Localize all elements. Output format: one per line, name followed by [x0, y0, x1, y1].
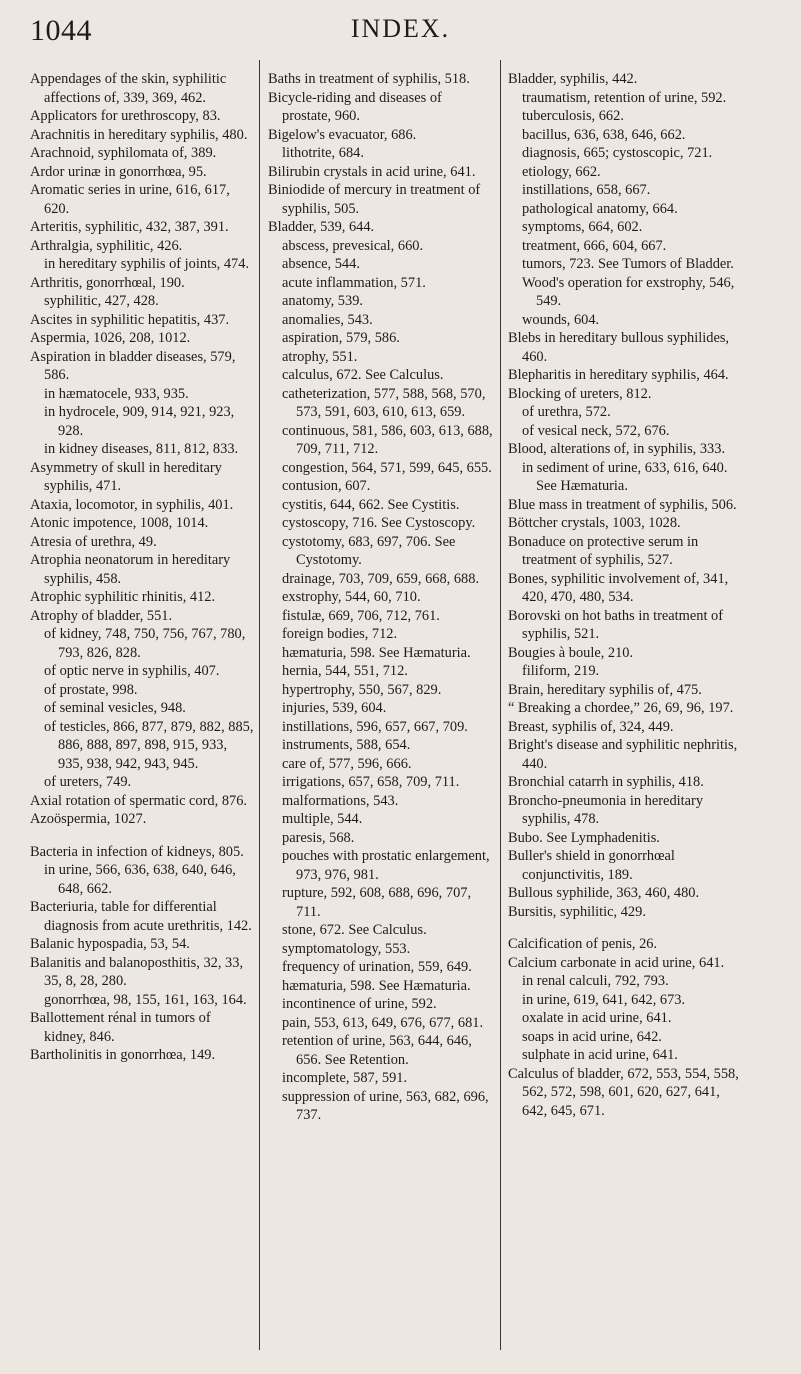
index-subentry: etiology, 662. [522, 163, 601, 180]
index-entry: Calcium carbonate in acid urine, 641. [508, 954, 725, 971]
index-subentry: syphilitic, 427, 428. [44, 293, 159, 309]
index-subentry: in sediment of urine, 633, 616, 640. See Hæmaturia. [522, 459, 728, 494]
index-subentry: in urine, 619, 641, 642, 673. [522, 991, 686, 1008]
index-subentry: filiform, 219. [522, 663, 600, 679]
index-subentry: aspiration, 579, 586. [282, 330, 400, 346]
index-subentry: fistulæ, 669, 706, 712, 761. [282, 607, 440, 624]
index-subentry: in hydrocele, 909, 914, 921, 923, 928. [44, 404, 235, 439]
index-subentry: gonorrhœa, 98, 155, 161, 163, 164. [44, 991, 247, 1008]
index-column-1 [30, 70, 254, 1065]
index-subentry: rupture, 592, 608, 688, 696, 707, 711. [282, 885, 472, 920]
section-gap [508, 921, 742, 935]
index-subentry: soaps in acid urine, 642. [522, 1028, 662, 1045]
index-subentry: incomplete, 587, 591. [282, 1070, 408, 1086]
index-subentry: catheterization, 577, 588, 568, 570, 573, 591, 603, 610, 613, 659. [282, 385, 486, 420]
index-entry: Atrophia neonatorum in hereditary syphilis, 458. [30, 552, 231, 587]
index-entry: Calcification of penis, 26. [508, 936, 658, 952]
index-entry: Aspermia, 1026, 208, 1012. [30, 330, 191, 346]
index-subentry: incontinence of urine, 592. [282, 996, 437, 1012]
index-entry: Appendages of the skin, syphilitic affections of, 339, 369, 462. [30, 71, 227, 106]
index-subentry: hypertrophy, 550, 567, 829. [282, 681, 442, 698]
index-subentry: wounds, 604. [522, 311, 600, 328]
index-subentry: in renal calculi, 792, 793. [522, 973, 669, 989]
index-subentry: exstrophy, 544, 60, 710. [282, 589, 421, 605]
section-gap [30, 829, 254, 843]
index-subentry: injuries, 539, 604. [282, 700, 387, 716]
index-entry: Bacteria in infection of kidneys, 805. [30, 843, 244, 860]
index-subentry: Wood's operation for exstrophy, 546, 549. [522, 274, 735, 309]
index-entry: Broncho-pneumonia in hereditary syphilis, 478. [508, 792, 704, 827]
index-subentry: anomalies, 543. [282, 311, 373, 328]
index-entry: Bougies à boule, 210. [508, 644, 634, 661]
index-entry: Bronchial catarrh in syphilis, 418. [508, 774, 704, 790]
index-entry: Arthritis, gonorrhœal, 190. [30, 274, 185, 291]
index-entry: Axial rotation of spermatic cord, 876. [30, 792, 247, 809]
column-divider [500, 60, 501, 1350]
index-subentry: calculus, 672. See Calculus. [282, 367, 444, 383]
index-entry: Bullous syphilide, 363, 460, 480. [508, 885, 700, 901]
index-subentry: irrigations, 657, 658, 709, 711. [282, 774, 460, 790]
index-subentry: retention of urine, 563, 644, 646, 656. See Retention. [282, 1033, 472, 1068]
index-subentry: contusion, 607. [282, 478, 371, 494]
index-subentry: congestion, 564, 571, 599, 645, 655. [282, 459, 492, 476]
index-subentry: tumors, 723. See Tumors of Bladder. [522, 256, 734, 272]
index-subentry: hæmaturia, 598. See Hæmaturia. [282, 644, 471, 661]
column-divider [259, 60, 260, 1350]
index-subentry: of optic nerve in syphilis, 407. [44, 663, 220, 679]
index-entry: Baths in treatment of syphilis, 518. [268, 71, 470, 87]
index-subentry: hernia, 544, 551, 712. [282, 663, 408, 679]
index-subentry: of ureters, 749. [44, 774, 132, 790]
index-entry: Arachnoid, syphilomata of, 389. [30, 145, 217, 161]
index-entry: Arthralgia, syphilitic, 426. [30, 237, 183, 254]
index-entry: Bigelow's evacuator, 686. [268, 126, 417, 143]
index-entry: Bladder, syphilis, 442. [508, 71, 638, 87]
index-entry: Blocking of ureters, 812. [508, 385, 652, 402]
index-entry: Bright's disease and syphilitic nephritis, 440. [508, 737, 738, 772]
index-entry: Applicators for urethroscopy, 83. [30, 108, 221, 124]
index-subentry: of seminal vesicles, 948. [44, 700, 186, 716]
index-entry: Bladder, 539, 644. [268, 219, 375, 235]
index-entry: Bicycle-riding and diseases of prostate, 960. [268, 89, 442, 124]
index-entry: Ataxia, locomotor, in syphilis, 401. [30, 496, 234, 513]
index-entry: Bones, syphilitic involvement of, 341, 420, 470, 480, 534. [508, 570, 729, 605]
index-subentry: in hæmatocele, 933, 935. [44, 385, 189, 402]
index-subentry: treatment, 666, 604, 667. [522, 237, 667, 254]
index-subentry: instillations, 596, 657, 667, 709. [282, 718, 468, 735]
index-entry: Arteritis, syphilitic, 432, 387, 391. [30, 219, 229, 235]
index-entry: Atonic impotence, 1008, 1014. [30, 515, 209, 531]
index-entry: Ascites in syphilitic hepatitis, 437. [30, 311, 230, 328]
index-entry: “ Breaking a chordee,” 26, 69, 96, 197. [508, 700, 734, 716]
index-subentry: pathological anatomy, 664. [522, 200, 678, 217]
index-subentry: care of, 577, 596, 666. [282, 755, 412, 772]
index-subentry: multiple, 544. [282, 811, 363, 827]
index-entry: Blue mass in treatment of syphilis, 506. [508, 496, 737, 513]
index-entry: Atrophic syphilitic rhinitis, 412. [30, 589, 216, 605]
index-column-3 [508, 70, 742, 1120]
index-entry: Biniodide of mercury in treatment of syphilis, 505. [268, 182, 481, 217]
index-subentry: pouches with prostatic enlargement, 973, 976, 981. [282, 848, 490, 883]
index-subentry: of kidney, 748, 750, 756, 767, 780, 793, 826, 828. [44, 626, 246, 661]
index-entry: Balanitis and balanoposthitis, 32, 33, 35, 8, 28, 280. [30, 954, 244, 989]
index-entry: Bilirubin crystals in acid urine, 641. [268, 163, 476, 180]
index-subentry: atrophy, 551. [282, 348, 358, 365]
index-subentry: oxalate in acid urine, 641. [522, 1010, 672, 1026]
index-entry: Azoöspermia, 1027. [30, 811, 147, 827]
index-subentry: traumatism, retention of urine, 592. [522, 89, 727, 106]
index-subentry: of urethra, 572. [522, 404, 611, 420]
index-entry: Brain, hereditary syphilis of, 475. [508, 681, 702, 698]
page-title: INDEX. [350, 14, 451, 43]
index-entry: Bacteriuria, table for differential diagnosis from acute urethritis, 142. [30, 899, 252, 934]
index-subentry: cystoscopy, 716. See Cystoscopy. [282, 515, 476, 531]
index-entry: Balanic hypospadia, 53, 54. [30, 936, 190, 952]
index-subentry: continuous, 581, 586, 603, 613, 688, 709, 711, 712. [282, 422, 493, 457]
index-entry: Blood, alterations of, in syphilis, 333. [508, 441, 726, 457]
index-subentry: diagnosis, 665; cystoscopic, 721. [522, 145, 713, 161]
index-entry: Buller's shield in gonorrhœal conjunctivitis, 189. [508, 848, 675, 883]
index-entry: Aspiration in bladder diseases, 579, 586. [30, 348, 236, 383]
index-subentry: paresis, 568. [282, 829, 355, 846]
page-number: 1044 [30, 14, 92, 47]
index-subentry: sulphate in acid urine, 641. [522, 1047, 678, 1063]
index-subentry: instruments, 588, 654. [282, 737, 411, 753]
index-entry: Arachnitis in hereditary syphilis, 480. [30, 126, 248, 143]
index-subentry: instillations, 658, 667. [522, 182, 651, 198]
index-subentry: lithotrite, 684. [282, 145, 364, 161]
index-subentry: frequency of urination, 559, 649. [282, 959, 472, 975]
index-subentry: hæmaturia, 598. See Hæmaturia. [282, 977, 471, 994]
index-entry: Ardor urinæ in gonorrhœa, 95. [30, 163, 207, 180]
index-subentry: drainage, 703, 709, 659, 668, 688. [282, 570, 480, 587]
index-entry: Atresia of urethra, 49. [30, 533, 157, 550]
index-entry: Aromatic series in urine, 616, 617, 620. [30, 182, 230, 217]
index-subentry: symptomatology, 553. [282, 940, 411, 957]
index-subentry: malformations, 543. [282, 792, 399, 809]
index-entry: Blepharitis in hereditary syphilis, 464. [508, 367, 729, 383]
index-subentry: suppression of urine, 563, 682, 696, 737. [282, 1088, 489, 1123]
index-entry: Calculus of bladder, 672, 553, 554, 558, 562, 572, 598, 601, 620, 627, 641, 642, 645, 671. [508, 1065, 739, 1119]
index-entry: Bartholinitis in gonorrhœa, 149. [30, 1047, 216, 1063]
index-entry: Asymmetry of skull in hereditary syphilis, 471. [30, 459, 222, 494]
index-subentry: anatomy, 539. [282, 293, 363, 309]
index-entry: Borovski on hot baths in treatment of syphilis, 521. [508, 607, 724, 642]
index-subentry: pain, 553, 613, 649, 676, 677, 681. [282, 1014, 484, 1031]
index-subentry: acute inflammation, 571. [282, 274, 426, 291]
index-entry: Atrophy of bladder, 551. [30, 607, 173, 624]
index-entry: Breast, syphilis of, 324, 449. [508, 718, 674, 735]
index-entry: Bursitis, syphilitic, 429. [508, 903, 646, 920]
index-subentry: bacillus, 636, 638, 646, 662. [522, 126, 686, 143]
index-subentry: in urine, 566, 636, 638, 640, 646, 648, 662. [44, 862, 236, 897]
index-column-2 [268, 70, 494, 1125]
index-entry: Ballottement rénal in tumors of kidney, 846. [30, 1010, 211, 1045]
index-subentry: foreign bodies, 712. [282, 626, 398, 642]
index-subentry: cystotomy, 683, 697, 706. See Cystotomy. [282, 533, 456, 568]
index-subentry: in hereditary syphilis of joints, 474. [44, 256, 250, 272]
index-subentry: of testicles, 866, 877, 879, 882, 885, 886, 888, 897, 898, 915, 933, 935, 938, 942, 943, 945. [44, 718, 254, 772]
index-entry: Bubo. See Lymphadenitis. [508, 829, 660, 846]
index-subentry: cystitis, 644, 662. See Cystitis. [282, 496, 460, 513]
index-subentry: abscess, prevesical, 660. [282, 237, 424, 254]
index-subentry: absence, 544. [282, 256, 360, 272]
index-subentry: in kidney diseases, 811, 812, 833. [44, 441, 239, 457]
index-subentry: of prostate, 998. [44, 681, 138, 698]
index-subentry: tuberculosis, 662. [522, 108, 624, 124]
index-entry: Böttcher crystals, 1003, 1028. [508, 515, 681, 531]
index-subentry: stone, 672. See Calculus. [282, 922, 427, 938]
index-subentry: symptoms, 664, 602. [522, 219, 643, 235]
index-subentry: of vesical neck, 572, 676. [522, 422, 670, 439]
index-entry: Blebs in hereditary bullous syphilides, 460. [508, 330, 730, 365]
index-entry: Bonaduce on protective serum in treatment of syphilis, 527. [508, 533, 699, 568]
